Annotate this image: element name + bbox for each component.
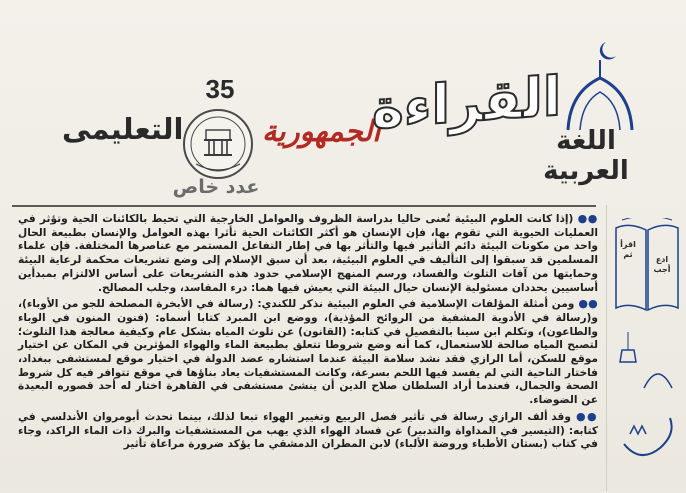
paragraph-bullet: ●● xyxy=(576,409,598,423)
article-paragraph xyxy=(18,410,598,452)
paragraph-text: (إذا كانت العلوم البيئية تُعنى حاليا بدراسة الظروف والعوامل الخارجية التي تحيط بالكائنات الحية وتؤثر في العمليات الحيوية التي تقوم بها، فإن الإنسان هو أكثر الكائنات الحية تأثرا بهذه العوامل والإنسان بطبيعة الحال واحد من مكونات البيئة دائم التأثير فيها والتأثر بها في إطار التفاعل المستمر مع عناصرها المختلفة. فإن علماء المسلمين قد سبقوا إلى التأليف في العلوم البيئية، بعد أن سبق الإسلام إلى وضع تشريعات محكمة لرعاية البيئة وحمايتها من آفات التلوث والفساد، ورسم المنهج الإسلامي حدود هذه التشريعات على أساس الالتزام بمبدأين أساسيين يحددان مسئولية الإنسان حيال البيئة التي يعيش فيها هما: درء المفاسد، وجلب المصالح. xyxy=(18,213,598,294)
section-title: القراءة xyxy=(372,64,562,141)
newspaper-masthead: الجمهورية xyxy=(262,114,381,148)
lantern-ornament-icon xyxy=(614,332,676,392)
paper-name: التعليمى xyxy=(62,112,184,146)
calligraphy-swash-icon xyxy=(620,404,680,464)
article-paragraph xyxy=(18,297,598,408)
section-subtitle: اللغة العربية xyxy=(543,126,629,186)
special-edition-label: عدد خاص xyxy=(172,176,260,198)
paragraph-bullet: ●● xyxy=(577,212,598,225)
side-read-label: اقرأ ثم xyxy=(620,240,636,259)
paragraph-text: وقد ألف الرازي رسالة في تأثير فصل الربيع وتغيير الهواء تبعا لذلك، بينما تحدث أبومروان الأندلسي في كتابه: (التيسير في المداواة والتدبير) عن فساد الهواء الذي يهب من المستشفيات والبرك ذات الماء الراكد، وجاء في كتاب (بستان الأطباء وروضة الألباء) لابن المطران الدمشقي ما يؤكد ضرورة مراعاة تأثير xyxy=(18,410,598,451)
page-number: 35 xyxy=(205,74,235,104)
side-call-label: ادع أجب xyxy=(653,255,671,274)
article-body xyxy=(18,212,598,454)
article-paragraph xyxy=(18,212,598,295)
paragraph-bullet: ●● xyxy=(578,297,598,311)
paragraph-text: ومن أمثلة المؤلفات الإسلامية في العلوم البيئية نذكر للكندي: (رسالة في الأبخرة المصلحة للجو من الأوباء)، و(رسالة في الأدوية المشفية من الروائح المؤذية)، ووضع ابن المبرد كتابا أسماه: (فنون المنون في الوباء والطاعون)، وتكلم ابن سينا بالتفصيل في كتابه: (القانون) عن تلوث المياه بشكل عام وكيفية معالجة هذا التلوث؛ لتصبح المياه صالحة للاستعمال، كما أنه وضع شروطا تتعلق بطبيعة الماء والهواء المؤثرين في المكان عن اختيار موقع للسكن، أما الرازي فقد نشد سلامة البيئة عندما استشاره عضد الدولة في اختيار موقع لمستشفى ببغداد، فاختار الناحية التي لم يفسد فيها اللحم بسرعة، وكانت المستشفيات يعاد بناؤها في موقع تتوافر فيه كل شروط الصحة والجمال، فعندما أراد السلطان صلاح الدين أن ينشئ مستشفى في القاهرة اختار له أحد قصوره البعيدة عن الضوضاء. xyxy=(18,298,598,407)
